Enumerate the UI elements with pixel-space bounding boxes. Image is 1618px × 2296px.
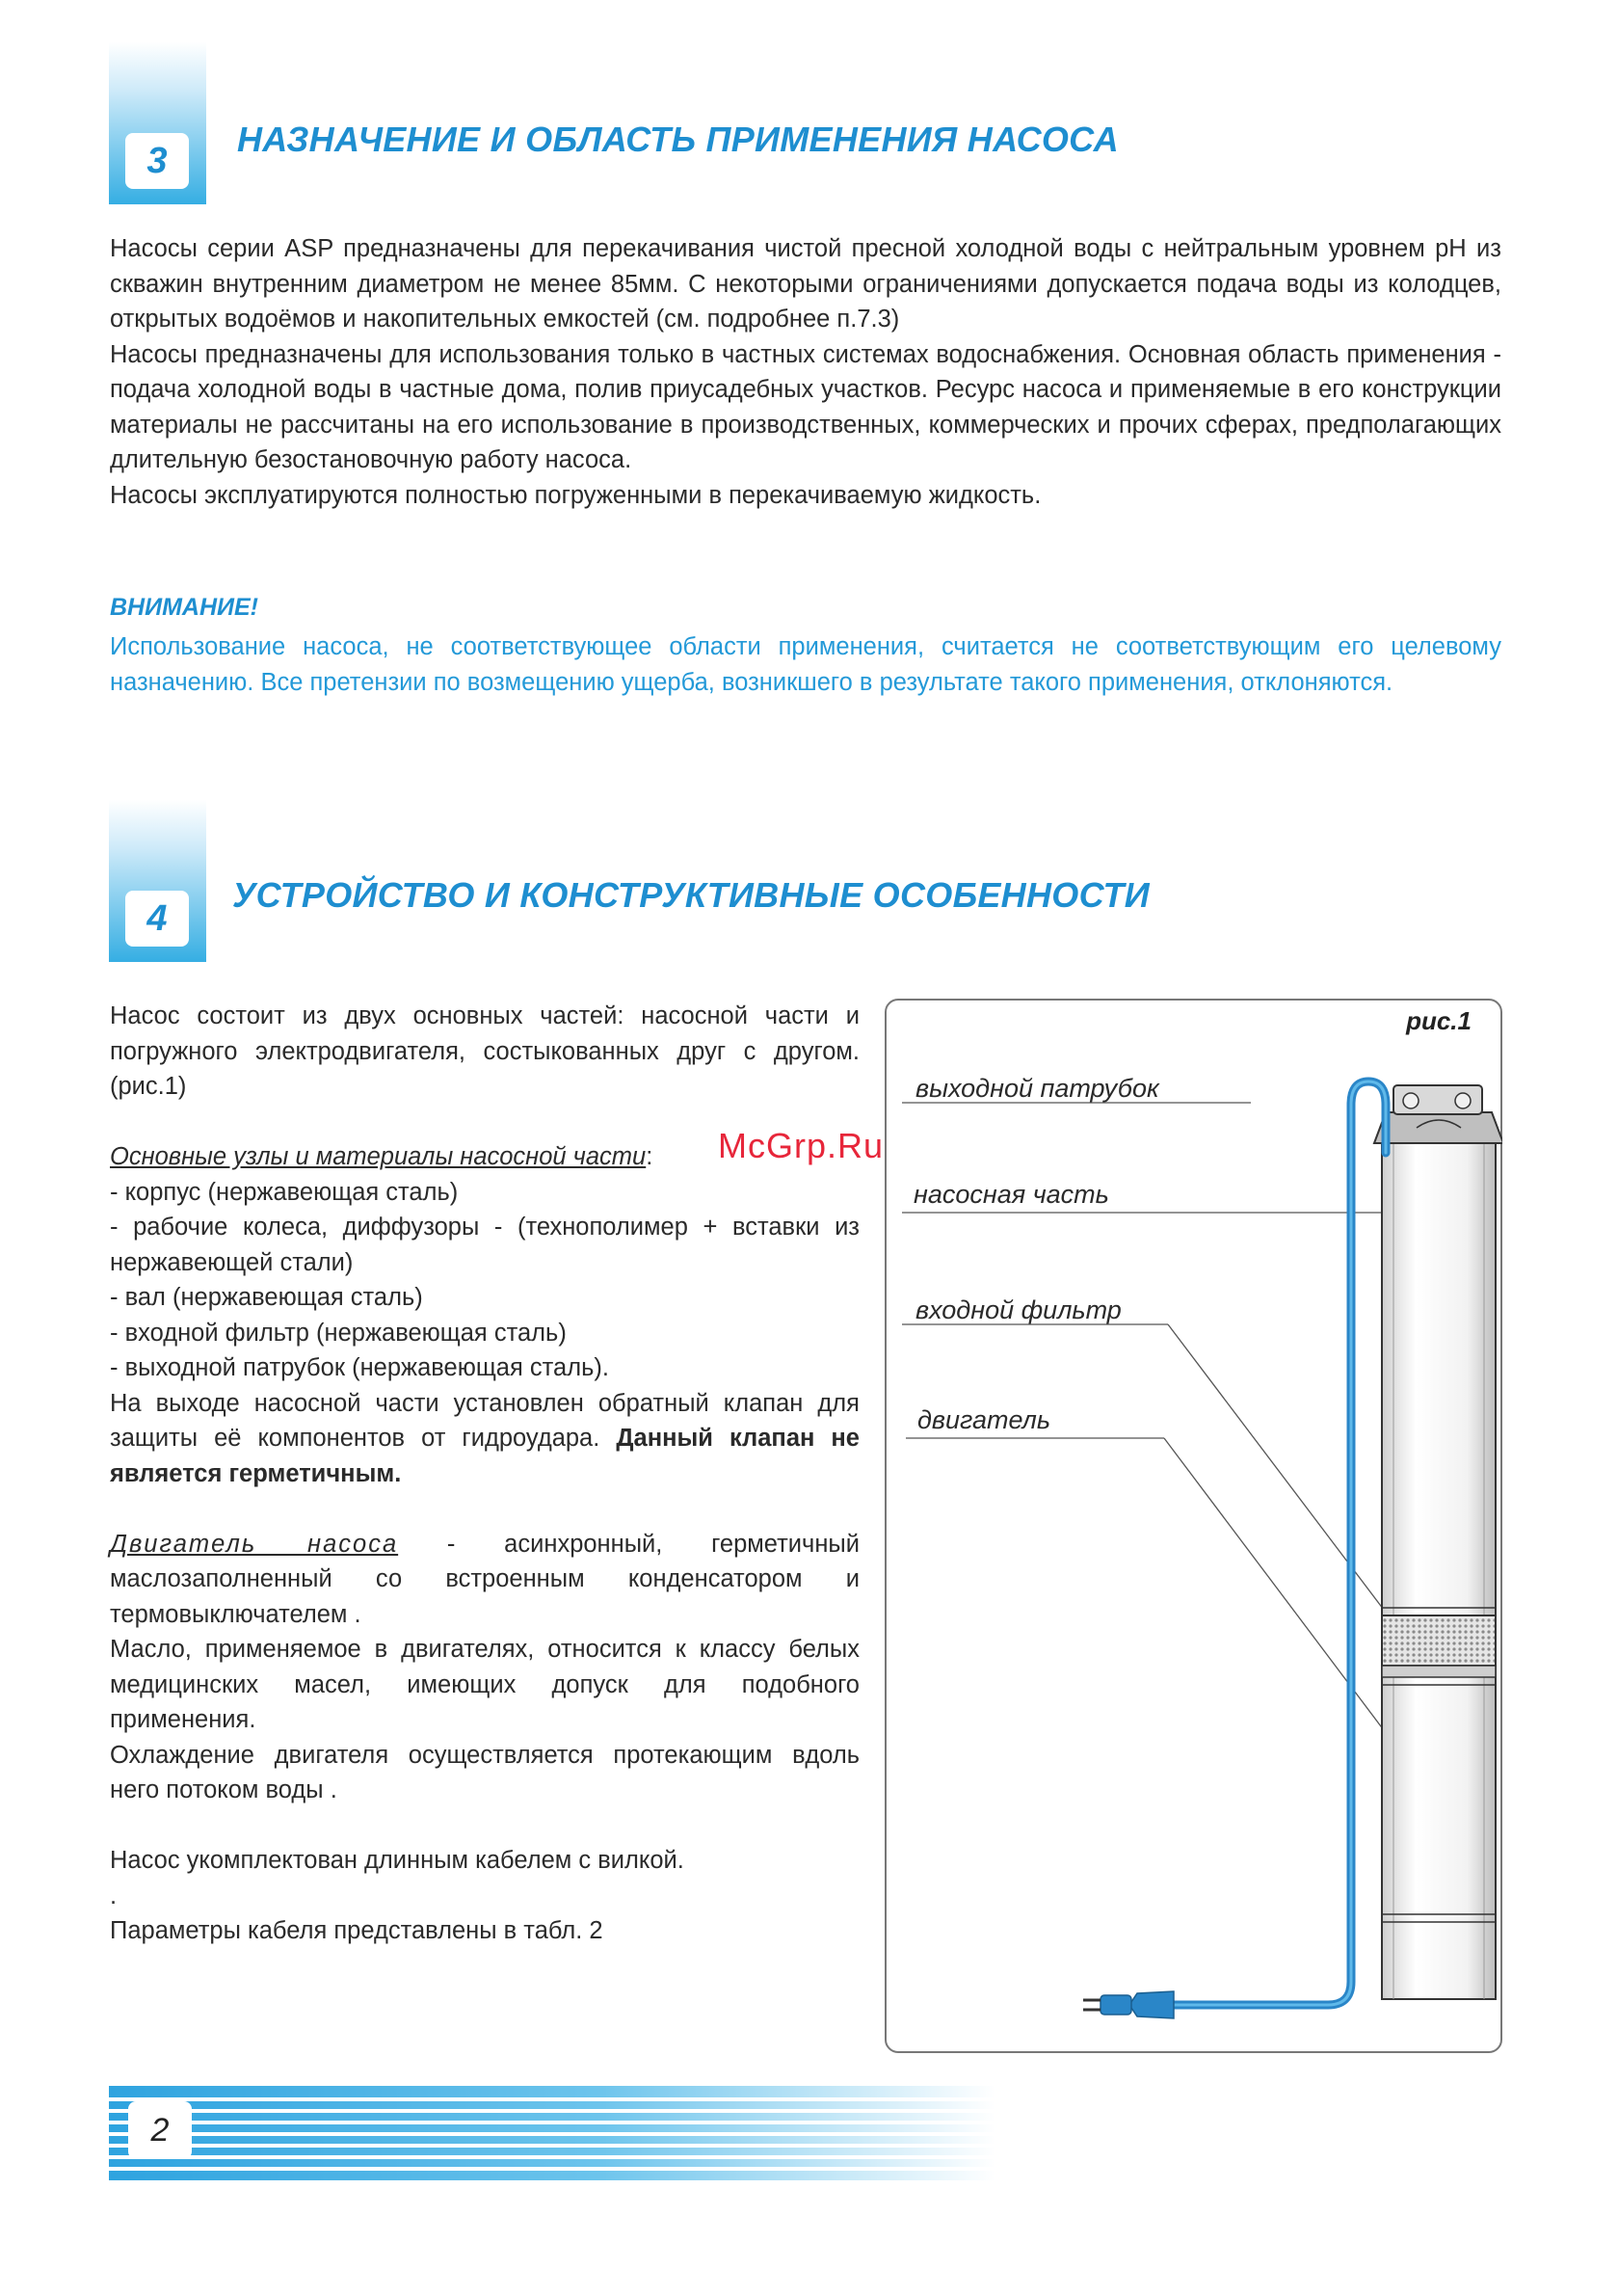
plug-icon [1083, 1991, 1174, 2018]
section-3-number: 3 [125, 133, 189, 189]
leader-lines [902, 1103, 1405, 1746]
node-item: - выходной патрубок (нержавеющая сталь). [110, 1354, 609, 1381]
nodes-heading: Основные узлы и материалы насосной части [110, 1143, 647, 1170]
label-motor: двигатель [917, 1405, 1051, 1434]
power-cable [1174, 1081, 1386, 2005]
figure-box [885, 999, 1502, 2053]
label-outlet: выходной патрубок [915, 1074, 1159, 1103]
watermark: McGrp.Ru [718, 1126, 885, 1165]
pump-illustration [885, 999, 1502, 2053]
cooling-paragraph: Охлаждение двигателя осуществляется протекающим вдоль него потоком воды . [110, 1741, 860, 1803]
node-item: - вал (нержавеющая сталь) [110, 1284, 423, 1311]
section-3-paragraph-2: Насосы предназначены для использования только в частных системах водоснабжения. Основная область применения - подача холодной воды в частные дома, полив приусадебных участков. Ресурс насоса и применяемые в его конструкции материалы не рассчитаны на его использование в производственных, коммерческих и прочих сферах, предполагающих длительную безостановочную работу насоса. [110, 340, 1501, 473]
section-4-tab [109, 800, 206, 962]
cable-paragraph: Насос укомплектован длинным кабелем с вилкой. [110, 1847, 684, 1874]
section-3-paragraph-3: Насосы эксплуатируются полностью погруженными в перекачиваемую жидкость. [110, 481, 1042, 509]
page-number: 2 [128, 2101, 192, 2159]
node-item: - входной фильтр (нержавеющая сталь) [110, 1319, 567, 1347]
motor-heading: Двигатель насоса [110, 1530, 399, 1558]
valve-paragraph [110, 1386, 860, 1492]
section-3-paragraph-1: Насосы серии ASP предназначены для перекачивания чистой пресной холодной воды с нейтральным уровнем pH из скважин внутренним диаметром не менее 85мм. С некоторыми ограничениями допускается подача воды из колодцев, открытых водоёмов и накопительных емкостей (см. подробнее п.7.3) [110, 235, 1501, 333]
warning-text: Использование насоса, не соответствующее области применения, считается не соответствующим его целевому назначению. Все претензии по возмещению ущерба, возникшего в результате такого применения, отклоняются. [110, 633, 1501, 696]
pump-body [1382, 1141, 1496, 1999]
motor-paragraph [110, 1527, 860, 1633]
node-item: - рабочие колеса, диффузоры - (технополимер + вставки из нержавеющей стали) [110, 1214, 860, 1276]
section-3-title: НАЗНАЧЕНИЕ И ОБЛАСТЬ ПРИМЕНЕНИЯ НАСОСА [237, 120, 1119, 159]
nodes-heading-colon: : [646, 1143, 653, 1170]
section-3-body [110, 231, 1501, 513]
motor-text: - асинхронный, герметичный маслозаполненный со встроенным конденсатором и термовыключателем . [110, 1530, 860, 1628]
intro-paragraph: Насос состоит из двух основных частей: насосной части и погружного электродвигателя, состыкованных друг с другом. (рис.1) [110, 1002, 860, 1100]
node-item: - корпус (нержавеющая сталь) [110, 1178, 459, 1206]
section-4-number: 4 [125, 891, 189, 947]
figure-caption: рис.1 [1406, 1006, 1472, 1035]
footer-bar [109, 2086, 995, 2180]
warning-heading: ВНИМАНИЕ! [110, 594, 259, 621]
section-3-tab [109, 42, 206, 204]
section-4-title: УСТРОЙСТВО И КОНСТРУКТИВНЫЕ ОСОБЕННОСТИ [232, 875, 1150, 915]
dot-line: . [110, 1882, 118, 1909]
outlet-head [1374, 1085, 1502, 1143]
valve-text: На выходе насосной части установлен обратный клапан для защиты её компонентов от гидроудара. [110, 1389, 860, 1452]
cable-params-paragraph: Параметры кабеля представлены в табл. 2 [110, 1917, 603, 1944]
label-pump-part: насосная часть [914, 1180, 1109, 1209]
valve-bold: Данный клапан не является герметичным. [110, 1425, 860, 1487]
label-inlet-filter: входной фильтр [915, 1295, 1122, 1324]
oil-paragraph: Масло, применяемое в двигателях, относится к классу белых медицинских масел, имеющих допуск для подобного применения. [110, 1636, 860, 1733]
